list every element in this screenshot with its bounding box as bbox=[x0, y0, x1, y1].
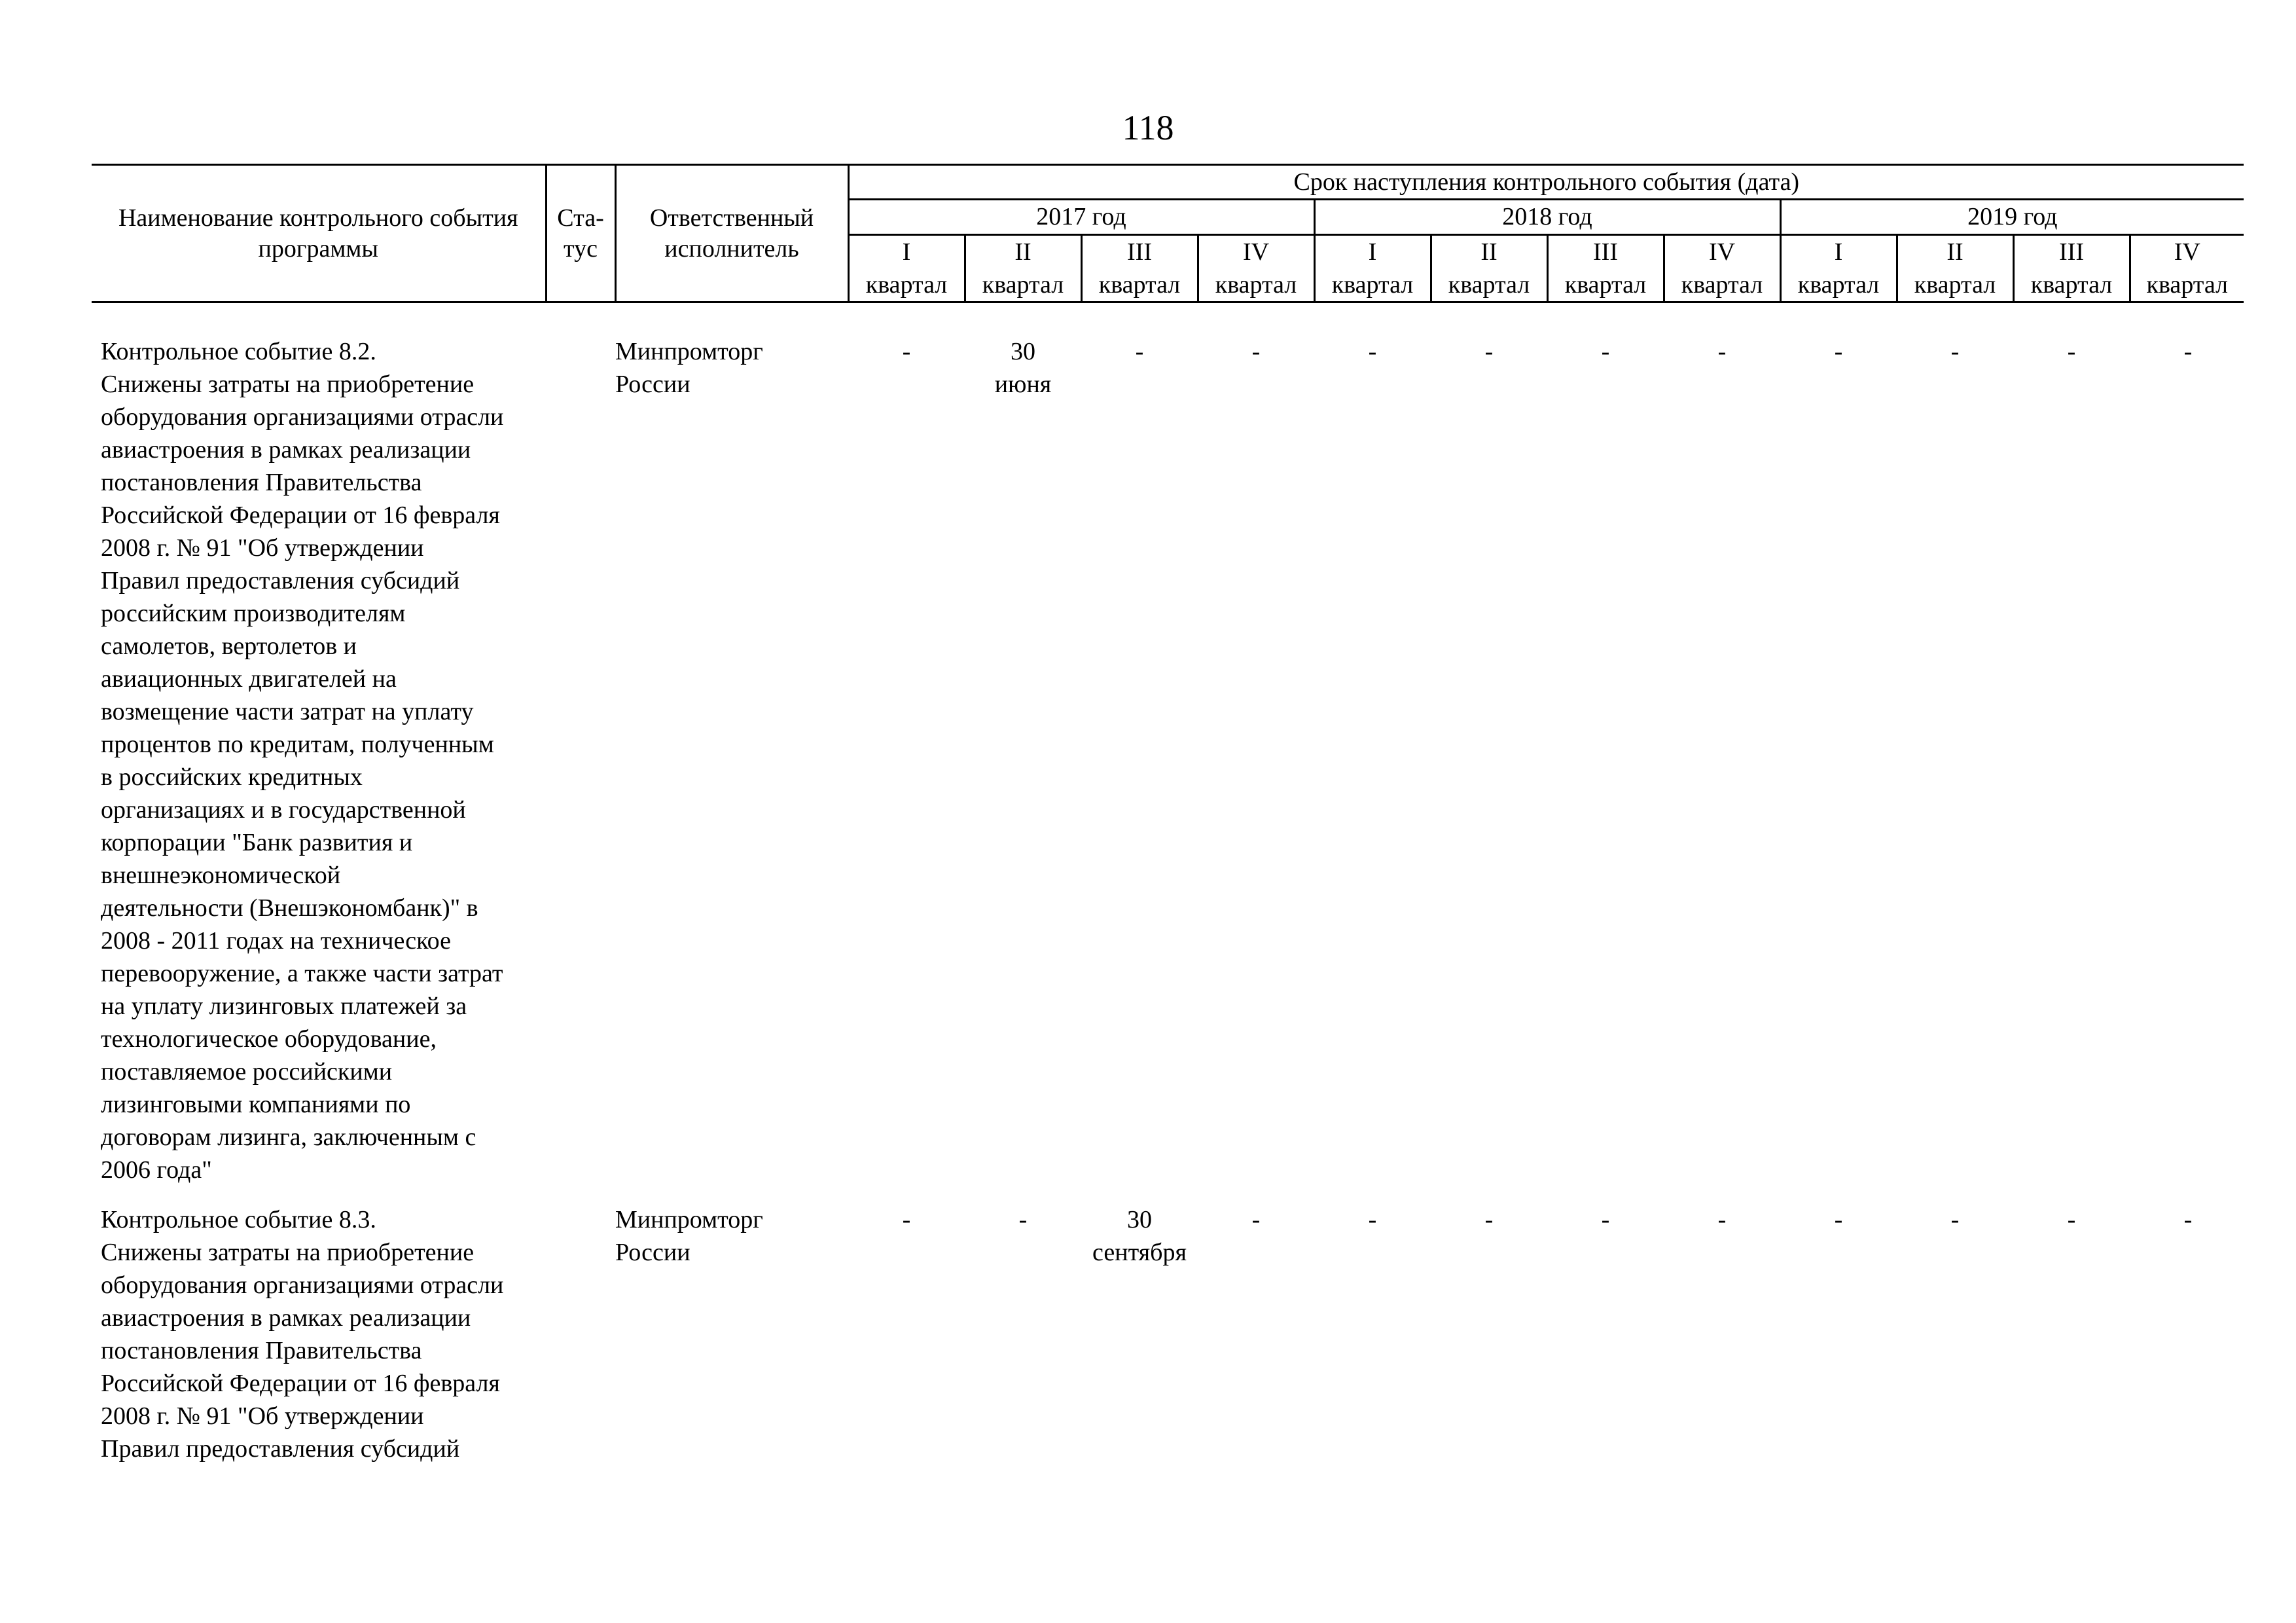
quarter-number: III bbox=[1081, 234, 1198, 268]
quarter-number: I bbox=[848, 234, 965, 268]
quarter-label: квартал bbox=[2130, 268, 2244, 302]
responsible-executor: Минпромторг России bbox=[615, 338, 763, 398]
quarter-label: квартал bbox=[1897, 268, 2013, 302]
quarter-number: IV bbox=[2174, 238, 2200, 266]
quarter-cell: - bbox=[1601, 338, 1610, 365]
quarter-cell: 30 сентября bbox=[1092, 1206, 1187, 1266]
quarter-cell: - bbox=[1717, 338, 1727, 365]
quarter-cell: - bbox=[1601, 1206, 1610, 1233]
quarter-number: I bbox=[1314, 234, 1431, 268]
quarter-cell: - bbox=[1368, 338, 1377, 365]
quarter-cell: - bbox=[1717, 1206, 1727, 1233]
quarter-label: квартал bbox=[965, 268, 1081, 302]
table-header bbox=[92, 164, 2244, 303]
year-header-2019: 2019 год bbox=[1780, 200, 2244, 234]
status-column-header: Ста-тус bbox=[546, 165, 615, 302]
quarter-number: IV bbox=[1664, 234, 1780, 268]
year-header-2017: 2017 год bbox=[848, 200, 1314, 234]
quarter-number: II bbox=[1897, 234, 2013, 268]
year-header-2018: 2018 год bbox=[1314, 200, 1780, 234]
name-column-header: Наименование контрольного события программы bbox=[92, 165, 546, 302]
quarter-cell: - bbox=[1834, 1206, 1843, 1233]
quarter-cell: - bbox=[1251, 338, 1261, 365]
quarter-cell: - bbox=[1135, 338, 1144, 365]
quarter-cell: - bbox=[1484, 338, 1494, 365]
quarter-label: квартал bbox=[1081, 268, 1198, 302]
page-number: 118 bbox=[1122, 108, 1174, 147]
quarter-label: квартал bbox=[1431, 268, 1547, 302]
quarter-cell: - bbox=[1484, 1206, 1494, 1233]
quarter-cell: - bbox=[902, 1206, 911, 1233]
quarter-label: квартал bbox=[1198, 268, 1314, 302]
quarter-number: III bbox=[1547, 234, 1664, 268]
event-name: Контрольное событие 8.3. Снижены затраты на приобретение оборудования организациями отрасли авиастроения в рамках реализации постановления Правительства Российской Федерации от 16 февраля 2008 г. № 91 "Об утверждении Правил предоставления субсидий bbox=[101, 1206, 504, 1463]
quarter-label: квартал bbox=[848, 268, 965, 302]
quarter-label: квартал bbox=[1547, 268, 1664, 302]
date-group-header: Срок наступления контрольного события (дата) bbox=[848, 165, 2244, 200]
quarter-number: I bbox=[1780, 234, 1897, 268]
responsible-executor: Минпромторг России bbox=[615, 1206, 763, 1266]
quarter-cell: - bbox=[1950, 338, 1960, 365]
quarter-number: IV bbox=[1198, 234, 1314, 268]
quarter-cell: - bbox=[1251, 1206, 1261, 1233]
quarter-number: III bbox=[2013, 234, 2130, 268]
quarter-label: квартал bbox=[1314, 268, 1431, 302]
quarter-cell: 30 июня bbox=[994, 338, 1052, 398]
quarter-cell: - bbox=[1368, 1206, 1377, 1233]
quarter-cell: - bbox=[2183, 1206, 2193, 1233]
quarter-cell: - bbox=[902, 338, 911, 365]
quarter-label: квартал bbox=[1780, 268, 1897, 302]
quarter-cell: - bbox=[1950, 1206, 1960, 1233]
quarter-label: квартал bbox=[2013, 268, 2130, 302]
event-name: Контрольное событие 8.2. Снижены затраты на приобретение оборудования организациями отрасли авиастроения в рамках реализации постановления Правительства Российской Федерации от 16 февраля 2008 г. № 91 "Об утверждении Правил предоставления субсидий российским производителям самолетов, вертолетов и авиационных двигателей на возмещение части затрат на уплату процентов по кредитам, полученным в российских кредитных организациях и в государственной корпорации "Банк развития и внешнеэкономической деятельности (Внешэкономбанк)" в 2008 - 2011 годах на техническое перевооружение, а также части затрат на уплату лизинговых платежей за технологическое оборудование, поставляемое российскими лизинговыми компаниями по договорам лизинга, заключенным с 2006 года" bbox=[101, 338, 504, 1184]
quarter-cell: - bbox=[1018, 1206, 1028, 1233]
responsible-column-header: Ответственный исполнитель bbox=[615, 165, 848, 302]
quarter-number: II bbox=[965, 234, 1081, 268]
quarter-label: квартал bbox=[1664, 268, 1780, 302]
quarter-number: II bbox=[1431, 234, 1547, 268]
quarter-cell: - bbox=[2067, 1206, 2076, 1233]
quarter-cell: - bbox=[2067, 338, 2076, 365]
quarter-cell: - bbox=[2183, 338, 2193, 365]
quarter-cell: - bbox=[1834, 338, 1843, 365]
